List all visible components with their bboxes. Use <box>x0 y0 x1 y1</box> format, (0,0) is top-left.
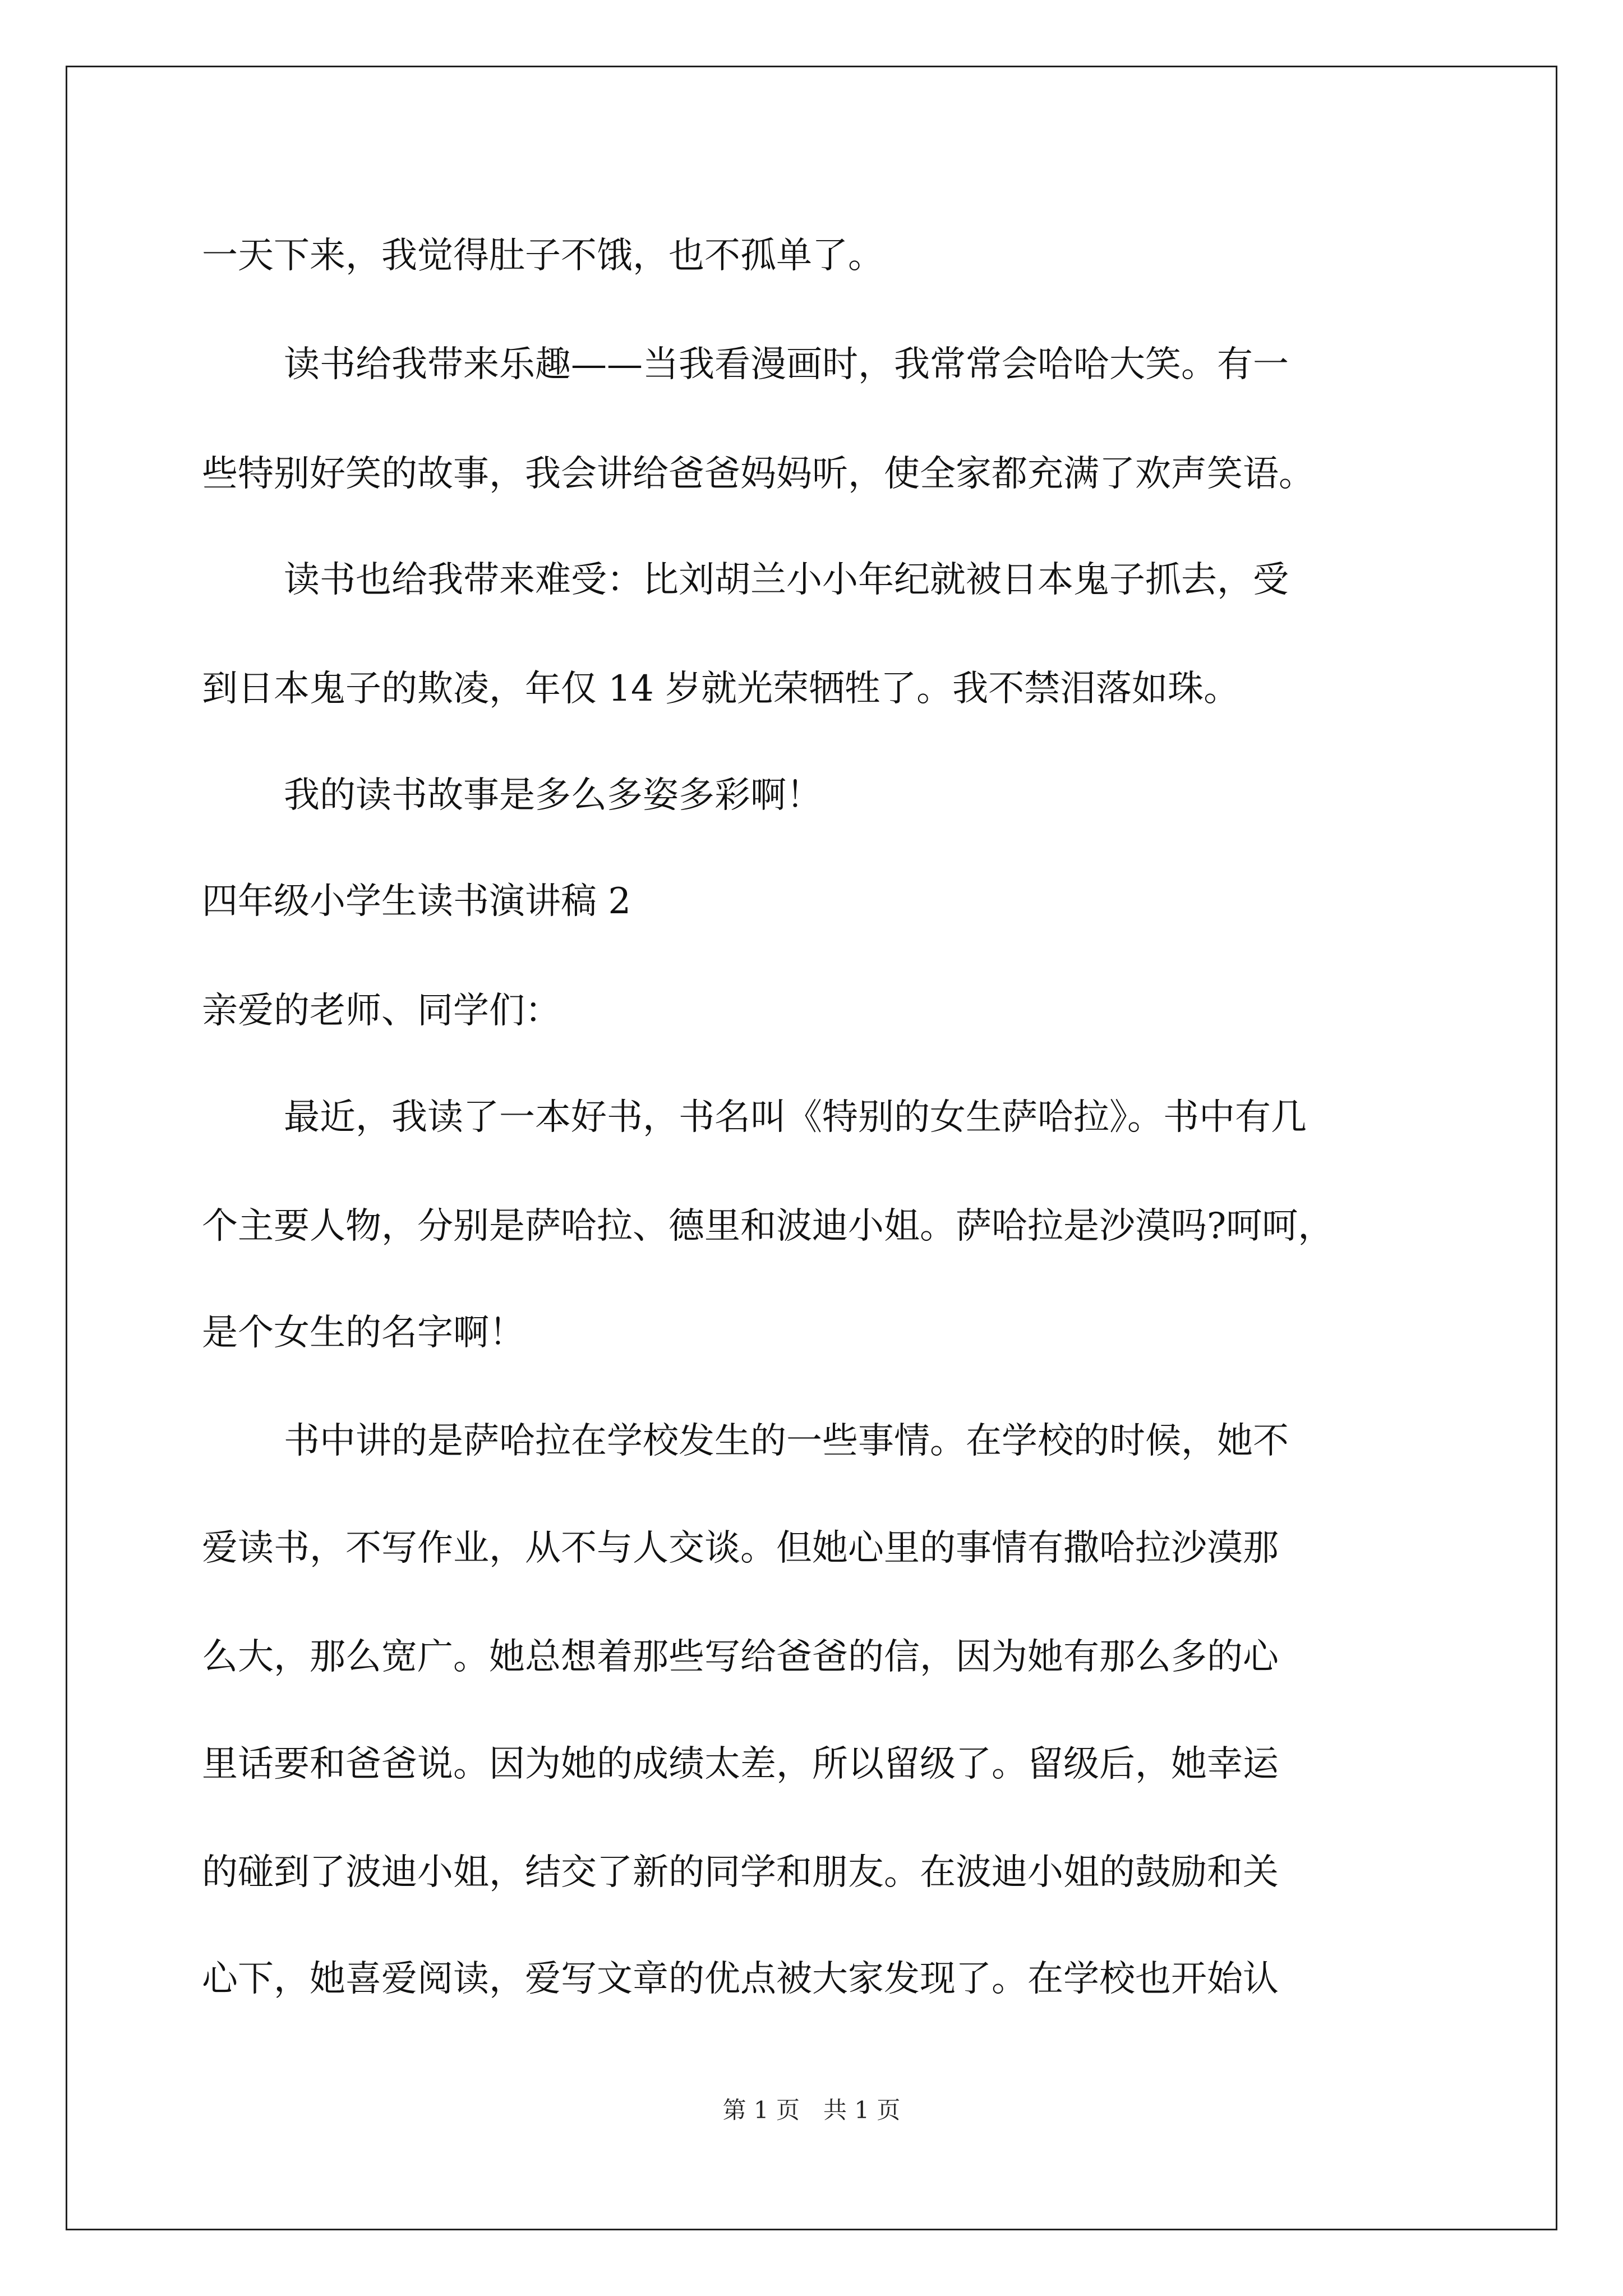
text-line: 到日本鬼子的欺凌，年仅 14 岁就光荣牺牲了。我不禁泪落如珠。 <box>202 668 1240 710</box>
text-line: 心下，她喜爱阅读，爱写文章的优点被大家发现了。在学校也开始认 <box>202 1958 1279 2000</box>
salutation-line: 亲爱的老师、同学们： <box>202 990 561 1032</box>
paragraph-start-line: 读书也给我带来难受：比刘胡兰小小年纪就被日本鬼子抓去，受 <box>284 559 1289 601</box>
paragraph-start-line: 书中讲的是萨哈拉在学校发生的一些事情。在学校的时候，她不 <box>284 1420 1289 1462</box>
text-line: 么大，那么宽广。她总想着那些写给爸爸的信，因为她有那么多的心 <box>202 1636 1279 1678</box>
page-footer: 第 1 页 共 1 页 <box>722 2096 901 2124</box>
text-line: 爱读书，不写作业，从不与人交谈。但她心里的事情有撒哈拉沙漠那 <box>202 1527 1279 1569</box>
text-line: 一天下来，我觉得肚子不饿，也不孤单了。 <box>202 235 884 277</box>
text-line: 个主要人物，分别是萨哈拉、德里和波迪小姐。萨哈拉是沙漠吗?呵呵， <box>202 1205 1334 1247</box>
text-line: 的碰到了波迪小姐，结交了新的同学和朋友。在波迪小姐的鼓励和关 <box>202 1852 1279 1893</box>
paragraph-start-line: 我的读书故事是多么多姿多彩啊！ <box>284 775 822 816</box>
text-line: 些特别好笑的故事，我会讲给爸爸妈妈听，使全家都充满了欢声笑语。 <box>202 453 1315 495</box>
section-title: 四年级小学生读书演讲稿 2 <box>202 881 631 922</box>
text-line: 里话要和爸爸说。因为她的成绩太差，所以留级了。留级后，她幸运 <box>202 1743 1279 1785</box>
text-line: 是个女生的名字啊！ <box>202 1312 525 1354</box>
page-border <box>66 66 1557 2230</box>
paragraph-start-line: 最近，我读了一本好书，书名叫《特别的女生萨哈拉》。书中有几 <box>284 1097 1307 1138</box>
paragraph-start-line: 读书给我带来乐趣——当我看漫画时，我常常会哈哈大笑。有一 <box>284 344 1289 385</box>
